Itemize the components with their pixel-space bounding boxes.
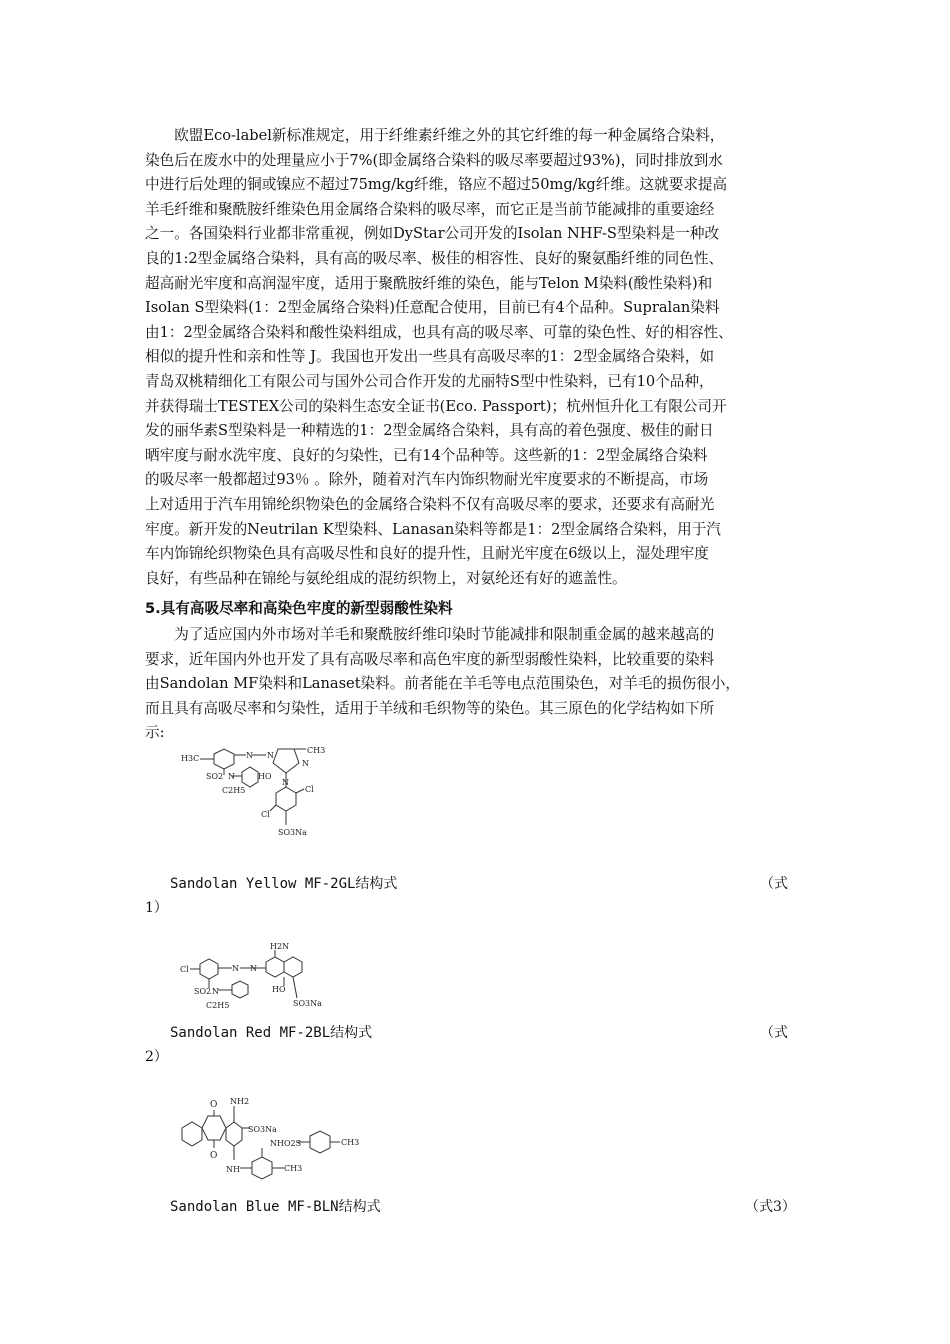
text-line: 羊毛纤维和聚酰胺纤维染色用金属络合染料的吸尽率，而它正是当前节能减排的重要途经 <box>145 200 715 218</box>
text-line: 由1：2型金属络合染料和酸性染料组成，也具有高的吸尽率、可靠的染色性、好的相容性、 <box>145 323 733 341</box>
text-line: 为了适应国内外市场对羊毛和聚酰胺纤维印染时节能减排和限制重金属的越来越高的 <box>145 626 715 643</box>
yellow-label-so2: SO2 <box>206 772 224 781</box>
yellow-label-cl2: Cl <box>261 810 270 819</box>
text-line: 上对适用于汽车用锦纶织物染色的金属络合染料不仅有高吸尽率的要求，还要求有高耐光 <box>145 495 715 513</box>
yellow-label-n1: N <box>246 751 253 760</box>
text-line: 相似的提升性和亲和性等 J。我国也开发出一些具有高吸尽率的1：2型金属络合染料，如 <box>145 348 715 366</box>
text-line: 良好，有些品种在锦纶与氨纶组成的混纺织物上，对氨纶还有好的遮盖性。 <box>145 569 627 587</box>
yellow-label-ch3: CH3 <box>307 746 326 755</box>
yellow-label-so3na: SO3Na <box>278 828 307 837</box>
caption-formula-1: Sandolan Yellow MF-2GL结构式 <box>170 876 398 892</box>
red-label-h2n: H2N <box>270 942 290 951</box>
text-line: 并获得瑞士TESTEX公司的染料生态安全证书(Eco. Passport)；杭州恒升化工有限公司开 <box>145 397 727 415</box>
paragraph-eco-label <box>145 124 815 591</box>
text-line: 良的1:2型金属络合染料，具有高的吸尽率、极佳的相容性、良好的聚氨酯纤维的同色性、 <box>145 249 724 267</box>
caption-formula-2: Sandolan Red MF-2BL结构式 <box>170 1025 373 1041</box>
blue-label-so3na: SO3Na <box>248 1125 277 1134</box>
text-line: Isolan S型染料(1：2型金属络合染料)任意配合使用，目前已有4个品种。Supralan染料 <box>145 299 720 317</box>
formula-2-number-b: 2） <box>145 1049 168 1065</box>
text-line: 车内饰锦纶织物染色具有高吸尽性和良好的提升性，且耐光牢度在6级以上，湿处理牢度 <box>145 545 709 563</box>
formula-1-number-a: （式 <box>760 876 788 892</box>
formula-3-number: （式3） <box>745 1199 796 1215</box>
text-line: 晒牢度与耐水洗牢度、良好的匀染性，已有14个品种等。这些新的1：2型金属络合染料 <box>145 446 708 464</box>
text-line: 染色后在废水中的处理量应小于7%(即金属络合染料的吸尽率要超过93%)，同时排放到水 <box>145 151 723 169</box>
red-label-c2h5: C2H5 <box>206 1001 230 1010</box>
red-label-n1: N <box>232 964 239 973</box>
text-line: 牢度。新开发的Neutrilan K型染料、Lanasan染料等都是1：2型金属络合染料，用于汽 <box>145 520 721 538</box>
yellow-label-n4: N <box>228 772 235 781</box>
yellow-label-n2: N <box>267 751 274 760</box>
text-line: 要求，近年国内外也开发了具有高吸尽率和高色牢度的新型弱酸性染料，比较重要的染料 <box>145 650 715 668</box>
blue-label-o2: O <box>210 1151 218 1161</box>
text-line: 青岛双桃精细化工有限公司与国外公司合作开发的尤丽特S型中性染料，已有10个品种， <box>145 372 714 390</box>
blue-label-nh2: NH2 <box>230 1097 250 1106</box>
yellow-label-n5: N <box>282 778 289 787</box>
paragraph-weak-acid-dyes <box>145 623 815 746</box>
red-label-so2: SO2 <box>194 987 212 996</box>
yellow-label-h3c: H3C <box>181 754 200 763</box>
structure-red-mf-2bl <box>178 940 378 1018</box>
blue-label-ch3-bottom: CH3 <box>284 1164 303 1173</box>
structure-blue-mf-bln <box>178 1092 378 1187</box>
text-line: 欧盟Eco-label新标准规定，用于纤维素纤维之外的其它纤维的每一种金属络合染料， <box>145 127 725 144</box>
text-line: 由Sandolan MF染料和Lanaset染料。前者能在羊毛等电点范围染色，对羊毛的损伤很小， <box>145 675 740 693</box>
blue-label-nho2s: NHO2S <box>270 1139 302 1148</box>
text-line: 超高耐光牢度和高润湿牢度，适用于聚酰胺纤维的染色，能与Telon M染料(酸性染料)和 <box>145 274 713 292</box>
red-label-ho: HO <box>272 985 286 994</box>
section-heading: 5.具有高吸尽率和高染色牢度的新型弱酸性染料 <box>145 600 453 617</box>
text-line: 之一。各国染料行业都非常重视，例如DyStar公司开发的Isolan NHF-S型染料是一种改 <box>145 225 720 243</box>
blue-label-ch3-right: CH3 <box>341 1138 360 1147</box>
blue-label-nh: NH <box>226 1165 240 1174</box>
red-label-so3na: SO3Na <box>293 999 322 1008</box>
yellow-label-c2h5: C2H5 <box>222 786 246 795</box>
blue-label-o1: O <box>210 1100 218 1110</box>
red-label-cl: Cl <box>180 965 189 974</box>
structure-yellow-mf-2gl <box>178 745 378 855</box>
red-label-n3: N <box>212 987 219 996</box>
caption-formula-3: Sandolan Blue MF-BLN结构式 <box>170 1199 381 1215</box>
formula-1-number-b: 1） <box>145 900 168 916</box>
text-line: 发的丽华素S型染料是一种精选的1：2型金属络合染料，具有高的着色强度、极佳的耐日 <box>145 422 714 440</box>
text-line: 中进行后处理的铜或镍应不超过75mg/kg纤维，铬应不超过50mg/kg纤维。这就要求提高 <box>145 176 728 194</box>
formula-2-number-a: （式 <box>760 1025 788 1041</box>
text-line: 示: <box>145 724 165 742</box>
text-line: 的吸尽率一般都超过93％ 。除外，随着对汽车内饰织物耐光牢度要求的不断提高，市场 <box>145 471 709 489</box>
yellow-label-n3: N <box>302 759 309 768</box>
yellow-label-ho: HO <box>258 772 272 781</box>
yellow-label-cl1: Cl <box>305 785 314 794</box>
text-line: 而且具有高吸尽率和匀染性，适用于羊绒和毛织物等的染色。其三原色的化学结构如下所 <box>145 699 715 717</box>
red-label-n2: N <box>250 964 257 973</box>
